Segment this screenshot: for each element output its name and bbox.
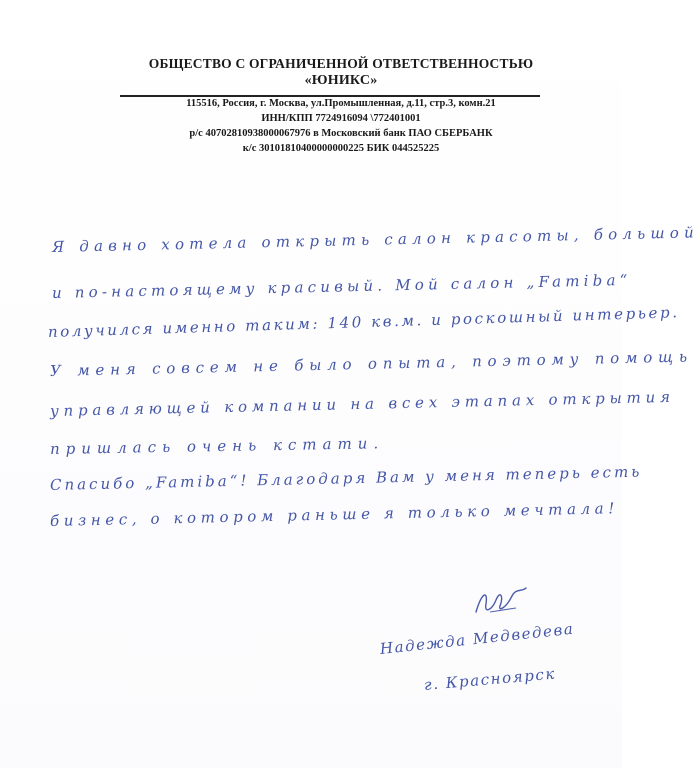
testimonial-line: и по-настоящему красивый. Мой салон „Famiba“ (51, 270, 632, 302)
signature-mark (470, 582, 530, 622)
testimonial-line: Спасибо „Famiba“! Благодаря Вам у меня теперь есть (49, 462, 643, 494)
company-account: р/с 40702810938000067976 в Московский банк ПАО СБЕРБАНК (189, 128, 493, 139)
signature-city: г. Красноярск (423, 664, 557, 694)
company-type: ОБЩЕСТВО С ОГРАНИЧЕННОЙ ОТВЕТСТВЕННОСТЬЮ (148, 56, 534, 71)
testimonial-line: пришлась очень кстати. (49, 434, 385, 458)
testimonial-line: Я давно хотела открыть салон красоты, большой (51, 223, 699, 256)
company-name: «ЮНИКС» (304, 73, 378, 88)
company-address: 115516, Россия, г. Москва, ул.Промышленная, д.11, стр.3, комн.21 (186, 98, 496, 109)
testimonial-line: получился именно таким: 140 кв.м. и роскошный интерьер. (47, 303, 680, 341)
testimonial-line: бизнес, о котором раньше я только мечтала! (49, 499, 620, 530)
company-inn-kpp: ИНН/КПП 7724916094 \772401001 (261, 113, 421, 124)
testimonial-line: управляющей компании на всех этапах открытия (49, 387, 675, 420)
testimonial-line: У меня совсем не было опыта, поэтому помощь (49, 347, 694, 380)
signature-name: Надежда Медведева (379, 619, 576, 658)
company-corr-account: к/с 30101810400000000225 БИК 044525225 (242, 143, 440, 154)
